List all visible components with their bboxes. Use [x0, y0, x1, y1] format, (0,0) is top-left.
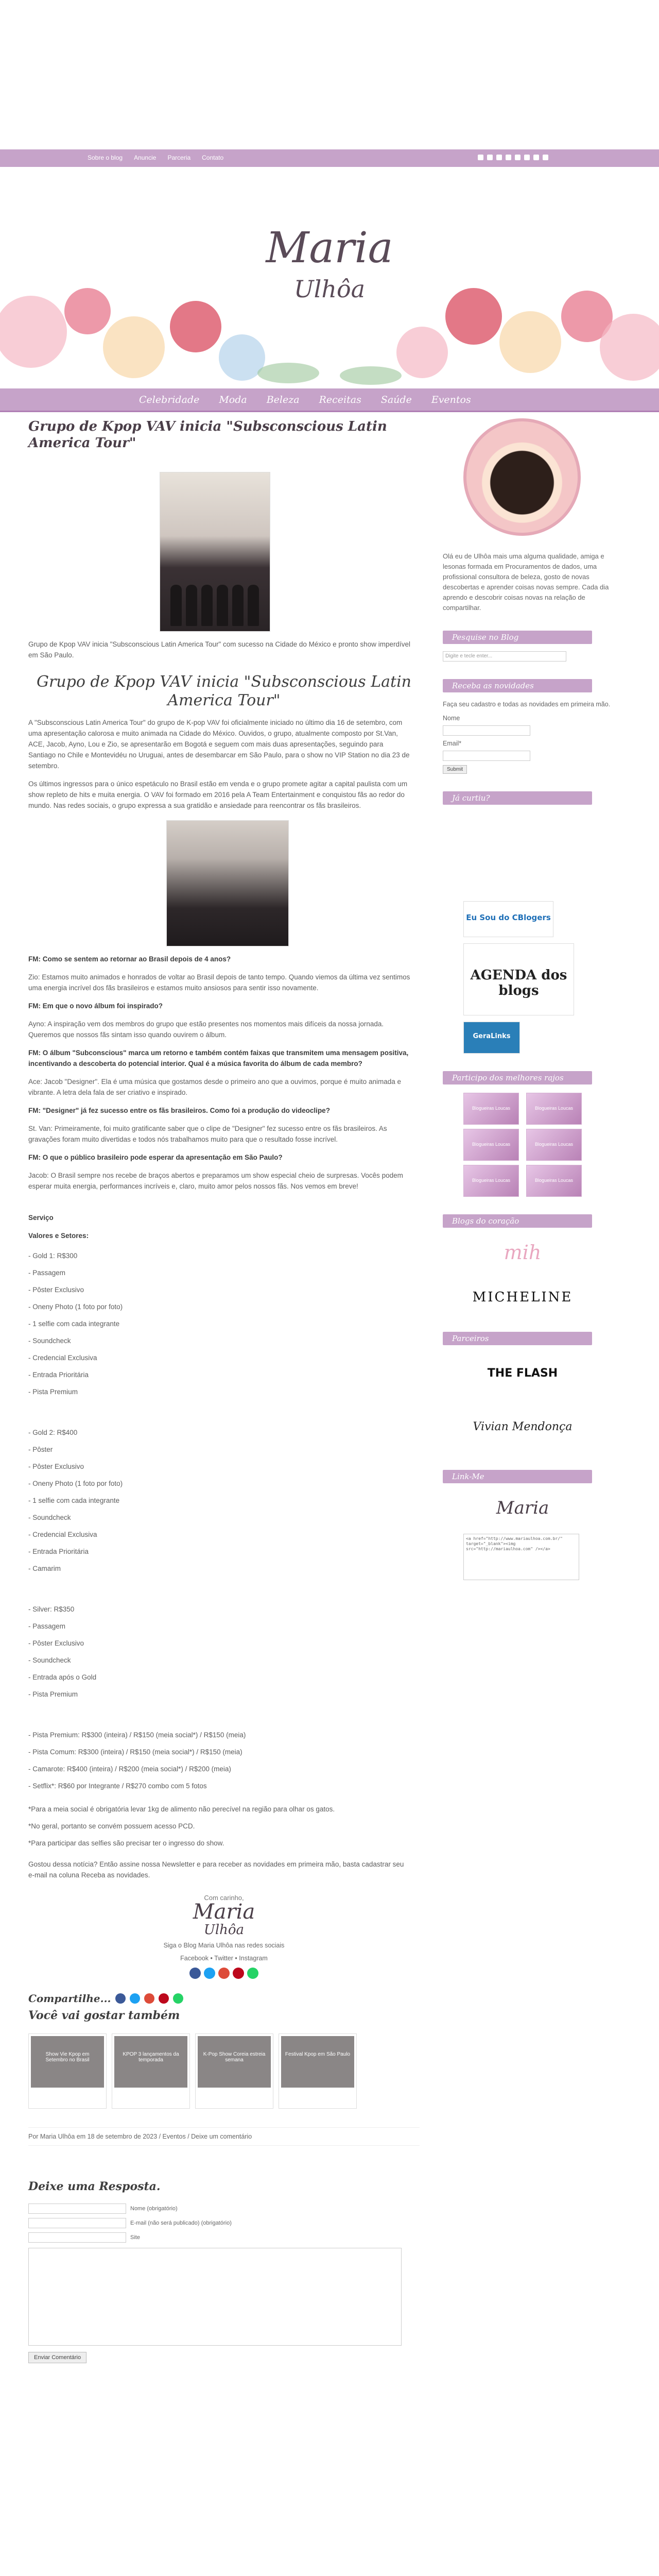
list-item: - Pista Premium: R$300 (inteira) / R$150 (meia social*) / R$150 (meia) [28, 1731, 246, 1739]
newsletter-text: Faça seu cadastro e todas as novidades em primeira mão. [443, 701, 611, 708]
list-item: - Setflix*: R$60 por Integrante / R$270 combo com 5 fotos [28, 1782, 207, 1790]
main-nav [0, 388, 659, 412]
comment-form-title: Deixe uma Resposta. [28, 2180, 161, 2193]
qa-question: FM: O álbum "Subconscious" marca um retorno e também contém faixas que transmitem uma mensagem positiva, incentivando a descoberta do potencial interior. Qual é a música favorita do álbum de cada membro? [28, 1049, 409, 1067]
post-subtitle: Grupo de Kpop VAV inicia "Subsconscious Latin America Tour" [36, 673, 411, 709]
newsletter-submit-button[interactable]: Submit [443, 765, 467, 774]
badge-agenda-blogs[interactable]: AGENDA dos blogs [463, 943, 574, 1015]
participating-badge[interactable]: Blogueiras Loucas [463, 1165, 519, 1197]
sponsors-widget [443, 1332, 626, 1452]
rss-icon[interactable] [543, 155, 548, 160]
list-item: *No geral, portanto se convém possuem acesso PCD. [28, 1822, 195, 1830]
search-input[interactable]: Digite e tecle enter... [443, 651, 566, 662]
sponsor-logo-the-flash[interactable]: THE FLASH [487, 1367, 558, 1380]
qa-question: FM: Em que o novo álbum foi inspirado? [28, 1002, 163, 1010]
list-item: - Credencial Exclusiva [28, 1531, 97, 1538]
main-nav-items [139, 394, 471, 405]
widget-title: Parceiros [443, 1332, 592, 1345]
share-googleplus-icon[interactable] [144, 1993, 154, 2004]
share-facebook-icon[interactable] [115, 1993, 126, 2004]
list-item: - 1 selfie com cada integrante [28, 1320, 120, 1328]
comment-site-label: Site [130, 2234, 140, 2241]
top-bar [0, 149, 659, 167]
googleplus-icon[interactable] [524, 155, 530, 160]
list-item: - Camarote: R$400 (inteira) / R$200 (meia social*) / R$200 (meia) [28, 1765, 231, 1773]
author-avatar [463, 418, 581, 536]
list-item: - Pista Comum: R$300 (inteira) / R$150 (meia social*) / R$150 (meia) [28, 1748, 242, 1756]
list-item: - Entrada após o Gold [28, 1673, 97, 1681]
partner-logo-mih[interactable]: mih [504, 1241, 542, 1264]
comment-submit-button[interactable]: Enviar Comentário [28, 2352, 86, 2363]
top-nav-item-anuncie[interactable]: Anuncie [134, 154, 157, 161]
pinterest-icon[interactable] [233, 1968, 244, 1979]
sidebar [443, 418, 626, 1580]
widget-title: Receba as novidades [443, 679, 592, 692]
share-pinterest-icon[interactable] [159, 1993, 169, 2004]
comment-name-row [28, 2204, 420, 2214]
list-item: - Oneny Photo (1 foto por foto) [28, 1480, 123, 1487]
top-nav [88, 154, 223, 161]
post-content [28, 418, 420, 2363]
list-item: - Pista Premium [28, 1690, 78, 1698]
googleplus-icon[interactable] [218, 1968, 230, 1979]
ticket-prices [28, 1726, 420, 1794]
qa-answer: Zio: Estamos muito animados e honrados de voltar ao Brasil depois de tanto tempo. Quando viemos da última vez sentimos uma energia incrível dos fãs brasileiros e estamos muito ansiosos para sentir isso novamente. [28, 973, 410, 992]
qa-answer: St. Van: Primeiramente, foi muito gratificante saber que o clipe de "Designer" fez sucesso entre os fãs brasileiros. As gravações foram muito divertidas e todos nós trabalhamos muito para que o resultado fosse incrível. [28, 1125, 387, 1143]
search-widget [443, 631, 626, 662]
qa-question: FM: Como se sentem ao retornar ao Brasil depois de 4 anos? [28, 955, 231, 963]
widget-title: Pesquise no Blog [443, 631, 592, 644]
services-title: Serviço [28, 1214, 54, 1222]
whatsapp-icon[interactable] [247, 1968, 258, 1979]
related-post-thumb: K-Pop Show Coreia estreia semana [198, 2036, 271, 2088]
qa-answer: Jacob: O Brasil sempre nos recebe de braços abertos e preparamos um show especial cheio de surpresas. Vocês podem esperar muita energia, performances incríveis e, claro, muito amor pelos nossos fãs. Nos vemos em breve! [28, 1172, 403, 1190]
badge-cblogers[interactable]: Eu Sou do CBlogers [463, 901, 553, 937]
comment-name-input[interactable] [28, 2204, 126, 2214]
list-item: - Pôster [28, 1446, 53, 1453]
list-item: - Soundcheck [28, 1514, 71, 1521]
comment-email-label: E-mail (não será publicado) (obrigatório) [130, 2220, 232, 2226]
qa-answer: Ace: Jacob "Designer". Ela é uma música que gostamos desde o primeiro ano que a ouvimos, porque é muito animada e vibrante. A letra dela fala de ser criativo e inspirado. [28, 1078, 401, 1096]
list-item: - Entrada Prioritária [28, 1371, 89, 1379]
share-twitter-icon[interactable] [130, 1993, 140, 2004]
social-links [478, 155, 548, 160]
related-post-card[interactable] [195, 2033, 273, 2109]
nav-item-beleza[interactable]: Beleza [266, 394, 300, 405]
list-item: - Passagem [28, 1269, 66, 1277]
post-paragraph: A "Subsconscious Latin America Tour" do grupo de K-pop VAV foi oficialmente iniciado no último dia 16 de setembro, com uma apresentação calorosa e muito animada na Cidade do México. Ouvidos, o grupo, atualmente composto por St.Van, ACE, Jacob, Ayno, Lou e Zio, se apresentarão em Bogotá e seguem com mais duas apresentações, seguindo para Santiago no Chile e Montevidéu no Uruguai, antes de desembarcar em São Paulo, para o show no VIP Station no dia 23 de setembro. [28, 719, 410, 770]
list-item: - 1 selfie com cada integrante [28, 1497, 120, 1504]
related-post-thumb: KPOP 3 lançamentos da temporada [114, 2036, 187, 2088]
nav-item-saude[interactable]: Saúde [380, 394, 412, 405]
person-figure [217, 585, 228, 626]
site-logo-subtext[interactable]: Ulhôa [293, 275, 366, 303]
related-posts-title: Você vai gostar também [28, 2009, 180, 2022]
participating-widget [443, 1071, 626, 1197]
sponsor-logo-vivian-mendonca[interactable]: Vivian Mendonça [473, 1420, 573, 1433]
newsletter-widget [443, 679, 626, 774]
signature-name: Maria [193, 1900, 255, 1924]
share-whatsapp-icon[interactable] [173, 1993, 183, 2004]
person-figure [201, 585, 213, 626]
share-bar [28, 1992, 420, 2005]
post-paragraph: Os últimos ingressos para o único espetáculo no Brasil estão em venda e o grupo promete agitar a capital paulista com um show repleto de hits e muita energia. O VAV foi formado em 2016 pela A Team Entertainment e conquistou fãs ao redor do mundo. Nas redes sociais, o grupo expressa a sua gratidão e ansiedade para reencontrar os fãs brasileiros. [28, 780, 408, 809]
related-post-thumb: Show Vie Kpop em Setembro no Brasil [31, 2036, 104, 2088]
list-item: - Oneny Photo (1 foto por foto) [28, 1303, 123, 1311]
related-post-card[interactable] [279, 2033, 357, 2109]
list-item: - Silver: R$350 [28, 1605, 75, 1613]
person-figure [248, 585, 259, 626]
related-post-card[interactable] [112, 2033, 190, 2109]
qa-question: FM: O que o público brasileiro pode esperar da apresentação em São Paulo? [28, 1154, 283, 1161]
linkme-logo: Maria [496, 1498, 549, 1518]
ticket-notes [28, 1801, 420, 1852]
list-item: - Pôster Exclusivo [28, 1463, 84, 1470]
twitter-icon[interactable] [487, 155, 493, 160]
participating-badge[interactable]: Blogueiras Loucas [526, 1165, 582, 1197]
facebook-icon[interactable] [478, 155, 483, 160]
comment-name-label: Nome (obrigatório) [130, 2206, 178, 2212]
participating-badge[interactable]: Blogueiras Loucas [526, 1129, 582, 1161]
widget-title: Já curtiu? [443, 791, 592, 805]
author-about: Olá eu de Ulhôa mais uma alguma qualidade, amiga e lesonas formada em Procuramentos de dados, uma profissional consultora de beleza, gosto de novas descobertas e aprender coisas novas sempre. Cada dia aprendo e descobrir coisas novas na relação de compartilhar. [443, 552, 609, 612]
instagram-icon[interactable] [496, 155, 502, 160]
widget-title: Blogs do coração [443, 1214, 592, 1228]
list-item: - Gold 1: R$300 [28, 1252, 78, 1260]
list-item: - Soundcheck [28, 1656, 71, 1664]
nav-item-eventos[interactable]: Eventos [431, 394, 471, 405]
newsletter-name-input[interactable] [443, 725, 530, 736]
twitter-icon[interactable] [204, 1968, 215, 1979]
person-figure [170, 585, 182, 626]
list-item: *Para a meia social é obrigatória levar 1kg de alimento não perecível na região para olhar os gatos. [28, 1805, 335, 1813]
participating-grid [463, 1093, 626, 1197]
signature-social-icons [160, 1968, 288, 1979]
author-signature [160, 1894, 288, 1979]
share-title: Compartilhe... [28, 1992, 111, 2005]
nav-item-receitas[interactable]: Receitas [319, 394, 361, 405]
person-figure [232, 585, 244, 626]
comment-site-input[interactable] [28, 2232, 126, 2243]
list-item: - Camarim [28, 1565, 61, 1572]
ticket-list-silver [28, 1601, 420, 1703]
related-post-card[interactable] [28, 2033, 107, 2109]
post-image-group-photo [160, 472, 270, 632]
newsletter-email-input[interactable] [443, 751, 530, 761]
comment-textarea[interactable] [28, 2248, 402, 2346]
partner-logo-micheline[interactable]: MICHELINE [472, 1290, 573, 1305]
list-item: - Credencial Exclusiva [28, 1354, 97, 1362]
services-subtitle: Valores e Setores: [28, 1232, 89, 1240]
post-closing: Gostou dessa notícia? Então assine nossa Newsletter e para receber as novidades em primeira mão, basta cadastrar seu e-mail na coluna Receba as novidades. [28, 1860, 404, 1879]
related-posts [28, 2033, 420, 2109]
facebook-icon[interactable] [189, 1968, 201, 1979]
list-item: - Pista Premium [28, 1388, 78, 1396]
related-post-thumb: Festival Kpop em São Paulo [281, 2036, 354, 2088]
comment-email-input[interactable] [28, 2218, 126, 2228]
post-title[interactable]: Grupo de Kpop VAV inicia "Subsconscious Latin America Tour" [28, 419, 387, 451]
top-nav-item-parceria[interactable]: Parceria [167, 154, 191, 161]
nav-item-moda[interactable]: Moda [219, 394, 247, 405]
site-header [0, 167, 659, 388]
list-item: - Passagem [28, 1622, 66, 1630]
pinterest-icon[interactable] [506, 155, 511, 160]
list-item: - Entrada Prioritária [28, 1548, 89, 1555]
list-item: *Para participar das selfies são precisar ter o ingresso do show. [28, 1839, 224, 1847]
list-item: - Pôster Exclusivo [28, 1286, 84, 1294]
signature-follow-text: Siga o Blog Maria Ulhôa nas redes sociais [163, 1942, 285, 1949]
signature-links[interactable]: Facebook • Twitter • Instagram [180, 1955, 268, 1962]
widget-title: Participo dos melhores rajos [443, 1071, 592, 1084]
post-intro: Grupo de Kpop VAV inicia "Subsconscious Latin America Tour" com sucesso na Cidade do México e pronto show imperdível em São Paulo. [28, 640, 410, 659]
site-logo-text[interactable]: Maria [266, 224, 393, 273]
comment-email-row [28, 2218, 420, 2228]
top-nav-item-sobre[interactable]: Sobre o blog [88, 154, 123, 161]
post-image-stage-photo [166, 820, 289, 946]
qa-question: FM: "Designer" já fez sucesso entre os fãs brasileiros. Como foi a produção do videoclipe? [28, 1107, 330, 1114]
qa-answer: Ayno: A inspiração vem dos membros do grupo que estão presentes nos momentos mais difíceis da nossa jornada. Queremos que nossos fãs sintam isso quando ouvirem o álbum. [28, 1020, 384, 1039]
ticket-list-gold2 [28, 1424, 420, 1577]
comment-site-row [28, 2232, 420, 2243]
email-icon[interactable] [533, 155, 539, 160]
participating-badge[interactable]: Blogueiras Loucas [526, 1093, 582, 1125]
signature-surname: Ulhôa [203, 1922, 245, 1938]
list-item: - Gold 2: R$400 [28, 1429, 78, 1436]
linkme-widget [443, 1470, 626, 1580]
signature-prefix: Com carinho, [204, 1894, 244, 1902]
ticket-list-gold1 [28, 1247, 420, 1400]
youtube-icon[interactable] [515, 155, 521, 160]
participating-badge[interactable]: Blogueiras Loucas [463, 1093, 519, 1125]
list-item: - Soundcheck [28, 1337, 71, 1345]
person-figure [186, 585, 197, 626]
partners-widget [443, 1214, 626, 1314]
badge-geralinks[interactable]: GeraLinks [463, 1022, 520, 1054]
newsletter-name-label: Nome [443, 715, 460, 722]
post-meta[interactable]: Por Maria Ulhôa em 18 de setembro de 2023 / Eventos / Deixe um comentário [28, 2127, 420, 2146]
facebook-widget [443, 791, 626, 895]
list-item: - Pôster Exclusivo [28, 1639, 84, 1647]
nav-item-celebridade[interactable]: Celebridade [139, 394, 200, 405]
newsletter-email-label: Email* [443, 740, 462, 747]
linkme-code[interactable]: <a href="http://www.mariaulhoa.com.br/" target="_blank"><img src="http://mariaulhoa.com" /></a> [463, 1534, 579, 1580]
widget-title: Link-Me [443, 1470, 592, 1483]
top-nav-item-contato[interactable]: Contato [202, 154, 224, 161]
participating-badge[interactable]: Blogueiras Loucas [463, 1129, 519, 1161]
